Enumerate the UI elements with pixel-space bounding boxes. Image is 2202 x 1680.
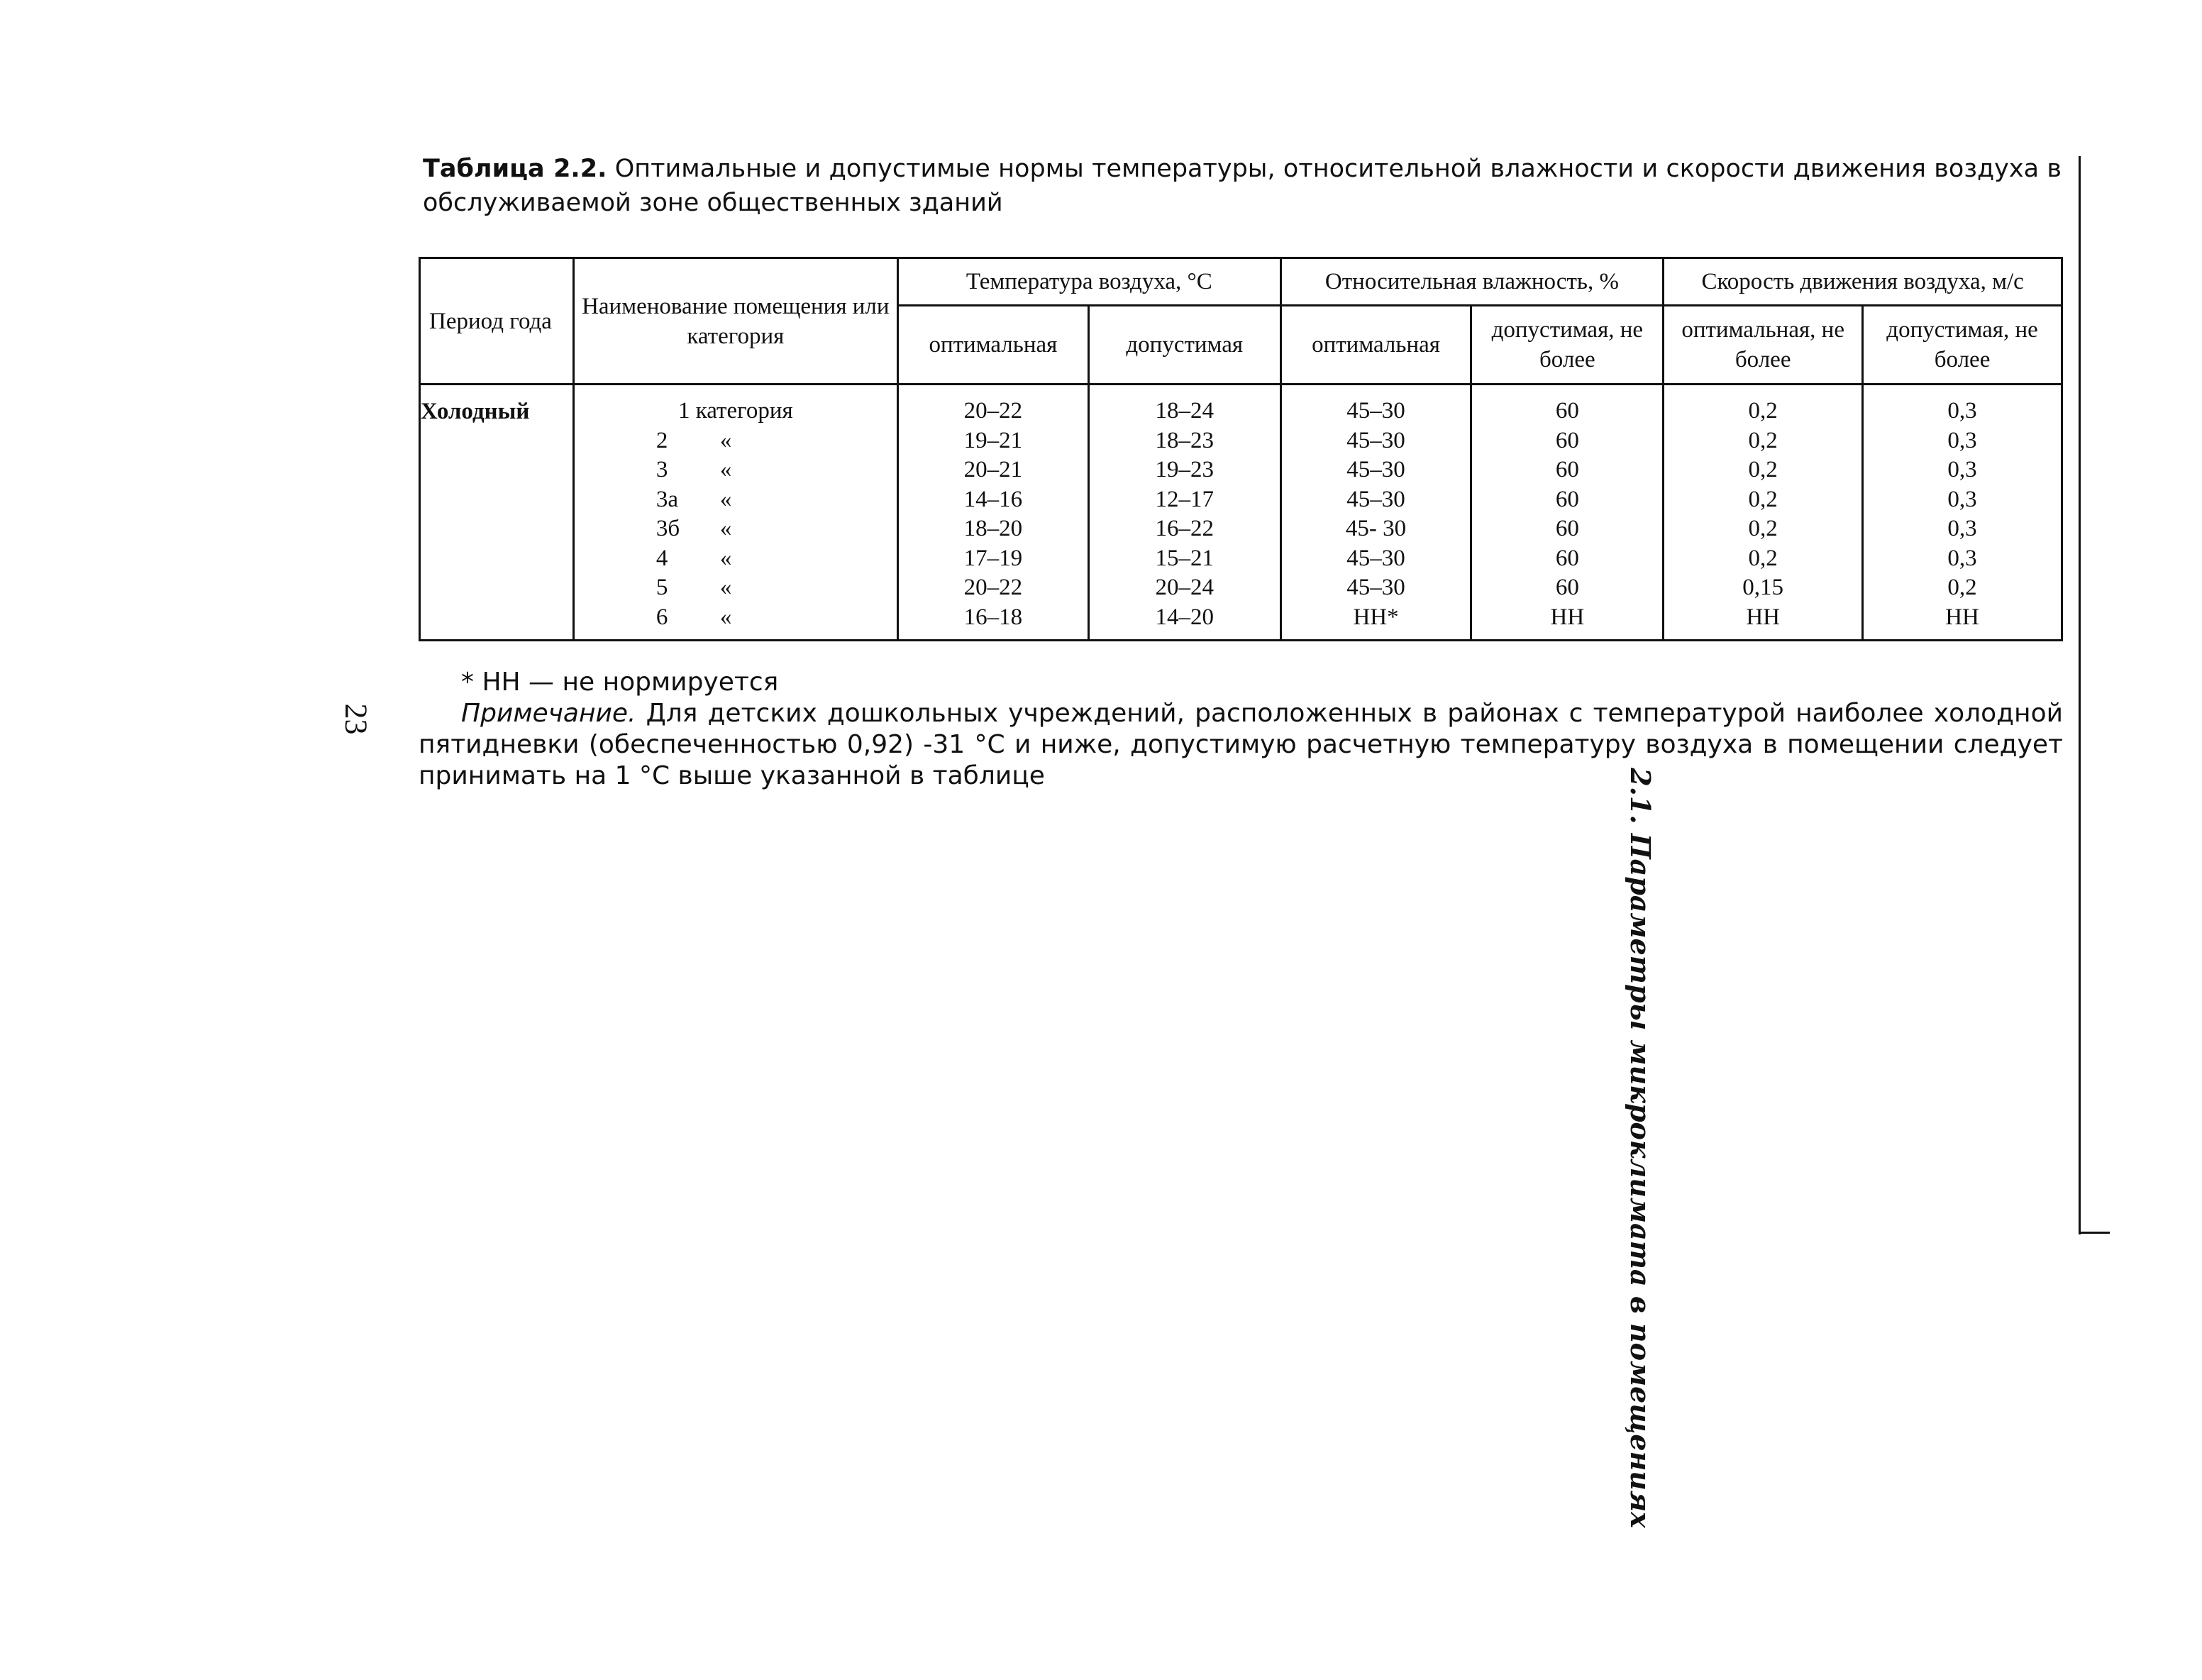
- header-humidity: Относительная влажность, %: [1280, 258, 1664, 306]
- header-hum-optimal: оптимальная: [1280, 306, 1471, 385]
- category-row: [575, 544, 897, 574]
- table-cell: 60: [1555, 545, 1579, 571]
- caption-label: Таблица 2.2.: [423, 155, 607, 183]
- ditto-mark: «: [719, 516, 732, 541]
- ditto-mark: «: [719, 457, 732, 482]
- remark: [419, 698, 2063, 792]
- table-cell: 19–23: [1155, 457, 1214, 482]
- category-number: 6: [655, 604, 668, 630]
- table-cell: 0,2: [1748, 398, 1778, 424]
- table-cell: 45–30: [1346, 398, 1405, 424]
- header-temperature: Температура воздуха, °С: [898, 258, 1281, 306]
- remark-label: Примечание.: [461, 699, 636, 728]
- category-number: 3: [655, 457, 668, 482]
- norms-table-wrapper: [419, 257, 2063, 641]
- hum-optimal-column: [1280, 385, 1471, 641]
- table-cell: 0,15: [1742, 575, 1784, 600]
- table-cell: 45–30: [1346, 545, 1405, 571]
- table-cell: 0,3: [1947, 427, 1977, 453]
- table-cell: 0,2: [1748, 545, 1778, 571]
- speed-allowed-column: [1863, 385, 2062, 641]
- table-cell: 0,3: [1947, 398, 1977, 424]
- table-caption: [423, 152, 2062, 220]
- table-cell: НН: [1746, 604, 1780, 630]
- remark-text: Для детских дошкольных учреждений, расположенных в районах с температурой наиболее холодной пятидневки (обеспеченностью 0,92) -31 °С и ниже, допустимую расчетную температуру воздуха в помещении следует принимать на 1 °С выше указанной в таблице: [419, 699, 2063, 790]
- category-row: [575, 397, 897, 426]
- table-cell: 0,2: [1947, 575, 1977, 600]
- category-number: 4: [655, 545, 668, 571]
- table-cell: 17–19: [963, 545, 1023, 571]
- table-cell: 20–21: [963, 457, 1023, 482]
- speed-optimal-column: [1664, 385, 1863, 641]
- category-number: 3б: [655, 516, 680, 541]
- table-cell: 45–30: [1346, 457, 1405, 482]
- ditto-mark: «: [719, 545, 732, 571]
- ditto-mark: «: [719, 486, 732, 512]
- page-number: 23: [338, 703, 374, 735]
- category-row: [575, 455, 897, 485]
- table-cell: 45–30: [1346, 486, 1405, 512]
- temp-allowed-column: [1088, 385, 1280, 641]
- category-row: [575, 603, 897, 633]
- footnote: * НН — не нормируется: [461, 668, 779, 697]
- header-period: Период года: [420, 258, 574, 385]
- table-cell: 18–20: [963, 516, 1023, 541]
- ditto-mark: «: [719, 427, 732, 453]
- ditto-mark: «: [719, 575, 732, 600]
- table-cell: 45- 30: [1345, 516, 1407, 541]
- table-cell: 0,2: [1748, 516, 1778, 541]
- header-temp-allowed: допустимая: [1088, 306, 1280, 385]
- category-number: 5: [655, 575, 668, 600]
- table-cell: 60: [1555, 516, 1579, 541]
- table-cell: 14–16: [963, 486, 1023, 512]
- table-cell: 0,2: [1748, 457, 1778, 482]
- category-number: 3а: [655, 486, 678, 512]
- table-cell: 60: [1555, 486, 1579, 512]
- category-row: [575, 573, 897, 603]
- header-speed-allowed: допустимая, не более: [1863, 306, 2062, 385]
- header-rule: [2079, 1232, 2110, 1234]
- category-number: 2: [655, 427, 668, 453]
- temp-optimal-column: [898, 385, 1089, 641]
- table-cell: НН*: [1353, 604, 1399, 630]
- table-cell: 0,2: [1748, 427, 1778, 453]
- table-cell: 0,3: [1947, 516, 1977, 541]
- table-cell: 0,2: [1748, 486, 1778, 512]
- table-cell: НН: [1945, 604, 1979, 630]
- category-column: [573, 385, 897, 641]
- table-cell: 19–21: [963, 427, 1023, 453]
- norms-table: [419, 257, 2063, 641]
- table-cell: 15–21: [1155, 545, 1214, 571]
- hum-allowed-column: [1471, 385, 1664, 641]
- table-cell: 0,3: [1947, 457, 1977, 482]
- category-row: [575, 514, 897, 544]
- period-cell: [420, 385, 574, 641]
- table-cell: 18–23: [1155, 427, 1214, 453]
- table-cell: НН: [1550, 604, 1585, 630]
- table-cell: 60: [1555, 398, 1579, 424]
- table-cell: 60: [1555, 457, 1579, 482]
- table-cell: 60: [1555, 427, 1579, 453]
- category-row: [575, 485, 897, 515]
- table-cell: 18–24: [1155, 398, 1214, 424]
- table-cell: 12–17: [1155, 486, 1214, 512]
- table-cell: 60: [1555, 575, 1579, 600]
- header-speed: Скорость движения воздуха, м/с: [1664, 258, 2062, 306]
- table-cell: 20–24: [1155, 575, 1214, 600]
- table-cell: 20–22: [963, 398, 1023, 424]
- table-cell: 14–20: [1155, 604, 1214, 630]
- table-cell: 16–18: [963, 604, 1023, 630]
- category-label: 1 категория: [677, 398, 793, 424]
- header-temp-optimal: оптимальная: [898, 306, 1089, 385]
- table-cell: 0,3: [1947, 486, 1977, 512]
- ditto-mark: «: [719, 604, 732, 630]
- header-room: Наименование помещения или категория: [573, 258, 897, 385]
- table-cell: 20–22: [963, 575, 1023, 600]
- header-hum-allowed: допустимая, не более: [1471, 306, 1664, 385]
- caption-text: Оптимальные и допустимые нормы температуры, относительной влажности и скорости движения воздуха в обслуживаемой зоне общественных зданий: [423, 155, 2062, 217]
- running-header-text: 2.1. Параметры микроклимата в помещениях: [1625, 768, 1656, 1528]
- period-value: Холодный: [421, 399, 530, 424]
- header-speed-optimal: оптимальная, не более: [1664, 306, 1863, 385]
- table-cell: 45–30: [1346, 427, 1405, 453]
- category-row: [575, 426, 897, 456]
- table-body-row: [420, 385, 2062, 641]
- table-notes: [419, 667, 2063, 792]
- table-cell: 45–30: [1346, 575, 1405, 600]
- table-cell: 0,3: [1947, 545, 1977, 571]
- table-cell: 16–22: [1155, 516, 1214, 541]
